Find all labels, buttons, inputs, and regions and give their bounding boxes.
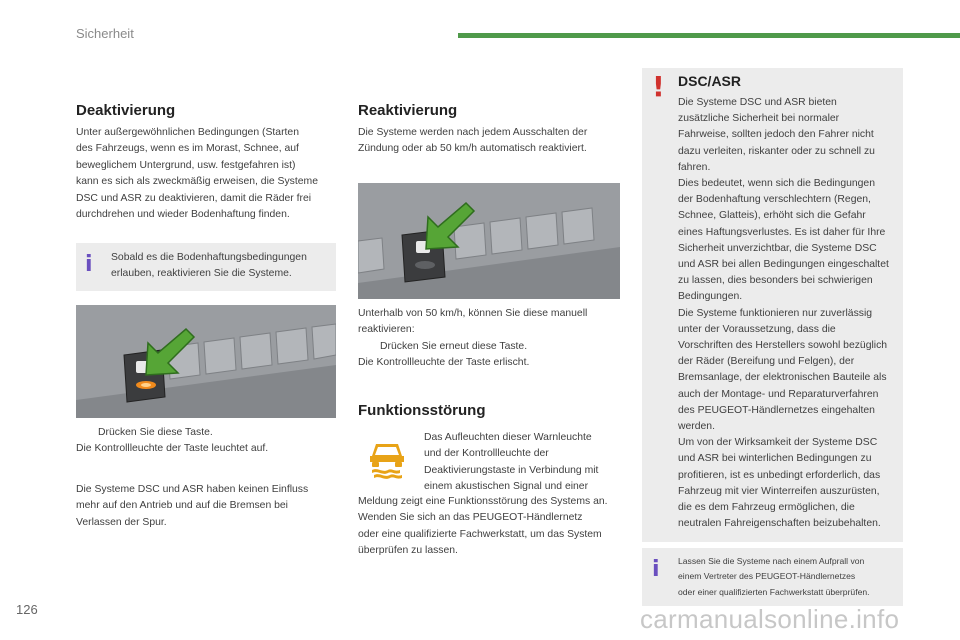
text-line: DSC und ASR zu deaktivieren, damit die Räder frei	[76, 192, 312, 204]
text-line: einem Vertreter des PEUGEOT-Händlernetzes	[678, 571, 856, 582]
text-line: des Fahrzeugs, wenn es im Morast, Schnee, auf	[76, 143, 299, 155]
info-box-text	[111, 250, 331, 283]
text-line: Verlassen der Spur.	[76, 516, 167, 528]
deaktivierung-intro	[76, 125, 338, 223]
dsc-button-photo-off	[358, 183, 620, 299]
text-line: Fahrweise, sollten jedoch den Fahrer nicht	[678, 129, 874, 141]
step-text: Drücken Sie diese Taste.	[98, 427, 213, 438]
info-box-text	[678, 554, 900, 600]
text-line: profitieren, ist es unbedingt erforderlich, das	[678, 469, 881, 481]
text-line: oder einer qualifizierten Fachwerkstatt überprüfen.	[678, 586, 870, 597]
text-line: der Bodenhaftung verschlechtern (Regen,	[678, 194, 871, 206]
info-box-reactivate	[76, 243, 336, 291]
text-line: auch der Montage- und Reparaturverfahren	[678, 388, 879, 400]
text-line: Unter außergewöhnlichen Bedingungen (Starten	[76, 127, 299, 138]
dsc-button-photo-on	[76, 305, 336, 418]
pointer-arrow-icon	[418, 197, 478, 257]
step-result: Die Kontrollleuchte der Taste erlischt.	[358, 357, 530, 369]
text-line: Die Systeme DSC und ASR haben keinen Einfluss	[76, 484, 309, 495]
pointer-arrow-icon	[138, 323, 198, 383]
text-line: Vorschriften des Herstellers sowohl bezüglich	[678, 340, 888, 352]
text-line: die es dem Fahrzeug ermöglichen, die	[678, 502, 855, 514]
text-line: Die Systeme funktionieren nur zuverlässig	[678, 307, 873, 319]
text-line: durchdrehen und wieder Bodenhaftung finden.	[76, 209, 290, 221]
button-panel-illustration	[358, 183, 620, 299]
text-line: unter der Voraussetzung, dass die	[678, 323, 836, 335]
step-result: Die Kontrollleuchte der Taste leuchtet auf.	[76, 443, 269, 455]
warning-exclamation-icon: !	[652, 70, 665, 103]
step-line	[76, 425, 338, 441]
text-line: Um von der Wirksamkeit der Systeme DSC	[678, 437, 878, 449]
dsc-asr-heading: DSC/ASR	[678, 73, 742, 89]
text-line: werden.	[678, 421, 715, 433]
text-line: Fahrzeug mit vier Winterreifen auszurüsten,	[678, 485, 880, 497]
text-line: und der Kontrollleuchte der	[424, 448, 549, 460]
text-line: Sicherheit unverzichtbar, die Systeme DSC	[678, 242, 877, 254]
text-line: Wenden Sie sich an das PEUGEOT-Händlernetz	[358, 512, 583, 524]
text-line: beweglichem Untergrund, usw. festgefahren ist)	[76, 159, 296, 171]
text-line: Zündung oder ab 50 km/h automatisch reaktiviert.	[358, 143, 587, 155]
text-line: Lassen Sie die Systeme nach einem Aufprall von	[678, 556, 865, 566]
text-line: Die Systeme werden nach jedem Ausschalten der	[358, 127, 588, 138]
funktionsstoerung-text	[358, 494, 628, 560]
text-line: Schnee, Glatteis), erhöht sich die Gefahr	[678, 210, 866, 222]
text-line: Dies bedeutet, wenn sich die Bedingungen	[678, 178, 875, 190]
deaktivierung-heading: Deaktivierung	[76, 102, 176, 119]
text-line: fahren.	[678, 161, 711, 173]
step-text: Drücken Sie erneut diese Taste.	[380, 340, 528, 352]
step-line	[358, 339, 620, 355]
deaktivierung-step	[76, 425, 338, 458]
text-line: erlauben, reaktivieren Sie die Systeme.	[111, 268, 292, 280]
text-line: reaktivieren:	[358, 324, 415, 336]
button-panel-illustration	[76, 305, 336, 418]
text-line: zusätzliche Sicherheit bei normaler	[678, 113, 840, 125]
info-icon: i	[85, 252, 93, 277]
text-line: und ASR bei winterlichen Bedingungen zu	[678, 453, 872, 465]
reaktivierung-heading: Reaktivierung	[358, 102, 458, 119]
info-box-inspection	[642, 548, 903, 606]
text-line: zu lassen, dies besonders bei schwierigen	[678, 275, 873, 287]
text-line: Das Aufleuchten dieser Warnleuchte	[424, 432, 592, 443]
text-line: Sobald es die Bodenhaftungsbedingungen	[111, 252, 307, 263]
watermark: carmanualsonline.info	[640, 604, 900, 634]
text-line: und ASR bei allen Bedingungen eingeschaltet	[678, 259, 889, 271]
text-line: Bedingungen.	[678, 291, 743, 303]
dsc-warning-light-icon	[366, 440, 408, 480]
text-line: kann es sich als zweckmäßig erweisen, die Systeme	[76, 176, 318, 188]
dsc-asr-warning-box	[642, 68, 903, 542]
text-line: Meldung zeigt eine Funktionsstörung des Systems an.	[358, 496, 608, 507]
info-icon: i	[652, 557, 660, 582]
funktionsstoerung-indented-text	[424, 430, 624, 496]
reaktivierung-instructions	[358, 306, 620, 372]
text-line: der Räder (Bereifung und Felgen), der	[678, 356, 855, 368]
text-line: eines Haftungsverlustes. Es ist daher für Ihre	[678, 226, 886, 238]
text-line: mehr auf den Antrieb und auf die Bremsen bei	[76, 500, 288, 512]
text-line: einem akustischen Signal und einer	[424, 481, 589, 493]
text-line: Deaktivierungstaste in Verbindung mit	[424, 464, 599, 476]
page-number: 126	[16, 602, 38, 617]
text-line: oder eine qualifizierte Fachwerkstatt, um das System	[358, 528, 602, 540]
section-title: Sicherheit	[76, 26, 134, 41]
text-line: überprüfen zu lassen.	[358, 545, 458, 557]
funktionsstoerung-heading: Funktionsstörung	[358, 402, 486, 419]
deaktivierung-note	[76, 482, 338, 531]
text-line: dazu verleiten, riskanter oder zu schnell zu	[678, 145, 875, 157]
text-line: Bremsanlage, der elektronischen Bauteile als	[678, 372, 887, 384]
text-line: Die Systeme DSC und ASR bieten	[678, 97, 837, 108]
text-line: des PEUGEOT-Händlernetzes eingehalten	[678, 404, 875, 416]
text-line: neutralen Fahreigenschaften beizubehalten.	[678, 518, 881, 530]
reaktivierung-intro	[358, 125, 620, 158]
section-accent-bar	[458, 33, 960, 38]
text-line: Unterhalb von 50 km/h, können Sie diese manuell	[358, 308, 588, 319]
dsc-asr-text	[678, 95, 902, 532]
